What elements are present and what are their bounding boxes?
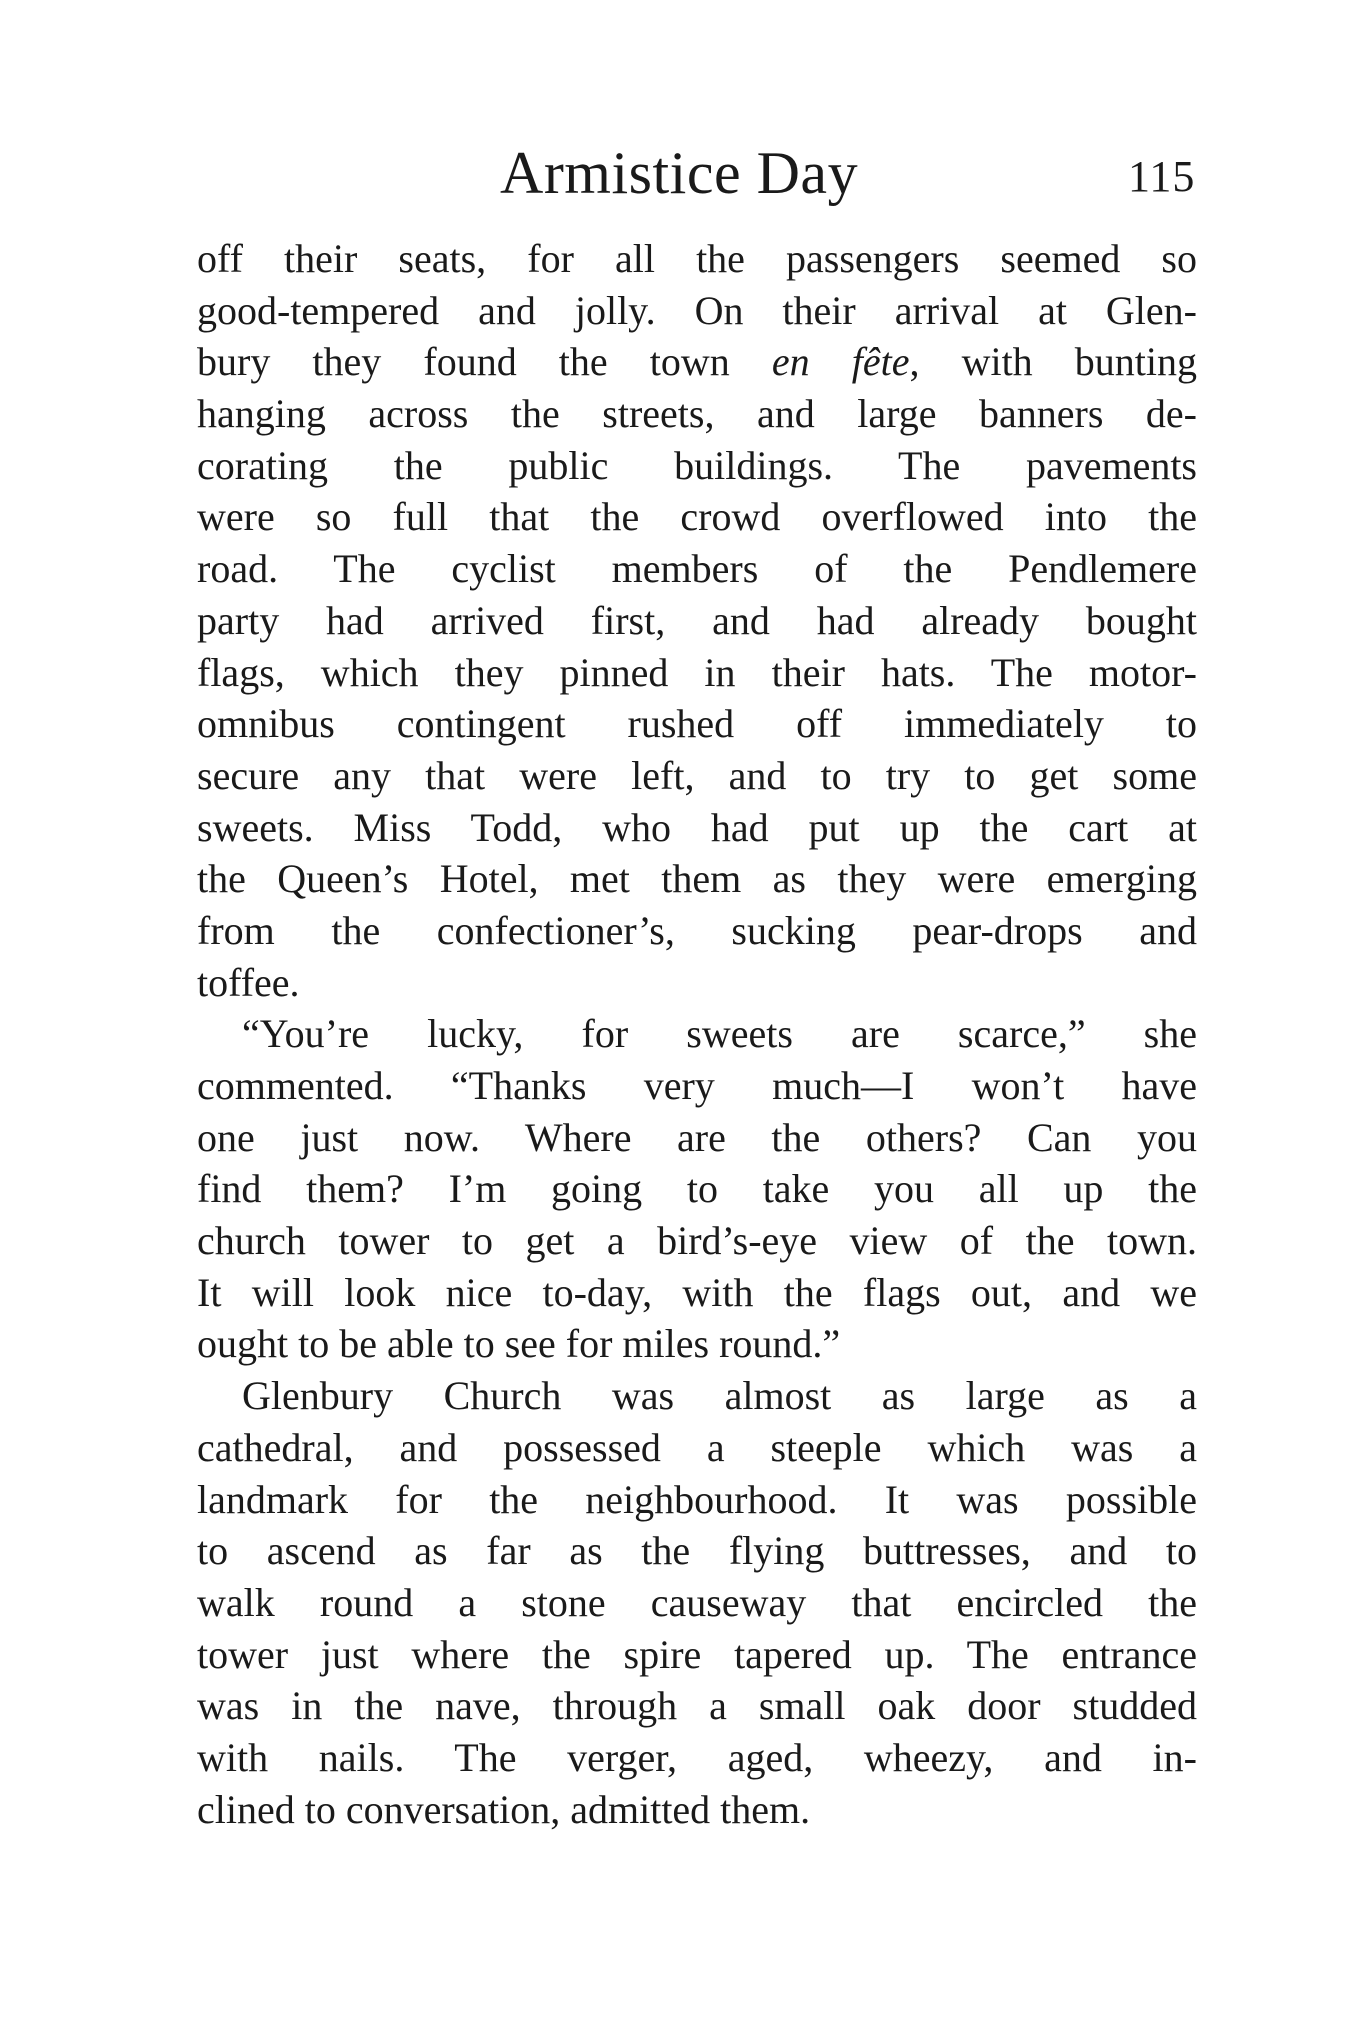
text-line: flags, which they pinned in their hats. The motor-: [197, 649, 1197, 695]
text-line: from the confectioner’s, sucking pear-drops and: [197, 907, 1197, 953]
body-text: [197, 233, 1197, 1835]
text-line: good-tempered and jolly. On their arrival at Glen-: [197, 287, 1197, 333]
text-line: with nails. The verger, aged, wheezy, and in-: [197, 1734, 1197, 1780]
text-line: walk round a stone causeway that encircled the: [197, 1579, 1197, 1625]
text-line: hanging across the streets, and large banners de-: [197, 391, 1197, 437]
text-line: to ascend as far as the flying buttresses, and to: [197, 1528, 1197, 1574]
text-line: clined to conversation, admitted them.: [197, 1786, 811, 1832]
text-line: cathedral, and possessed a steeple which was a: [197, 1424, 1197, 1470]
text-line: road. The cyclist members of the Pendlemere: [197, 546, 1197, 592]
paragraph-1: [197, 233, 1197, 1008]
text-line: corating the public buildings. The pavements: [197, 442, 1197, 488]
running-head: [0, 128, 1364, 218]
text-line: one just now. Where are the others? Can you: [197, 1114, 1197, 1160]
text-line: off their seats, for all the passengers seemed so: [197, 236, 1197, 281]
text-line: toffee.: [197, 959, 300, 1005]
text-line: omnibus contingent rushed off immediately to: [197, 701, 1197, 747]
text-line: party had arrived first, and had already bought: [197, 597, 1197, 643]
text-line: secure any that were left, and to try to get some: [197, 752, 1197, 798]
text-line: sweets. Miss Todd, who had put up the cart at: [197, 804, 1197, 850]
text-segment: , with bunting: [909, 339, 1198, 385]
text-line: “You’re lucky, for sweets are scarce,” she: [242, 1011, 1197, 1057]
text-line: tower just where the spire tapered up. The entrance: [197, 1631, 1197, 1677]
text-line: Glenbury Church was almost as large as a: [242, 1373, 1197, 1419]
text-line: the Queen’s Hotel, met them as they were emerging: [197, 856, 1197, 902]
text-line: commented. “Thanks very much—I won’t have: [197, 1063, 1197, 1108]
text-line: It will look nice to-day, with the flags out, and we: [197, 1269, 1197, 1315]
paragraph-2: [197, 1008, 1197, 1370]
text-line: was in the nave, through a small oak door studded: [197, 1683, 1197, 1729]
running-title: Armistice Day: [500, 140, 859, 206]
text-line: find them? I’m going to take you all up the: [197, 1166, 1197, 1212]
text-line: were so full that the crowd overflowed into the: [197, 494, 1197, 540]
text-line: ought to be able to see for miles round.”: [197, 1321, 841, 1367]
italic-phrase: en fête: [771, 339, 910, 385]
text-line: landmark for the neighbourhood. It was possible: [197, 1476, 1197, 1522]
paragraph-3: [197, 1370, 1197, 1835]
text-line: [197, 336, 1197, 388]
page-number: 115: [1128, 152, 1196, 201]
text-line: church tower to get a bird’s-eye view of the town.: [197, 1218, 1197, 1264]
text-segment: bury they found the town: [197, 339, 730, 385]
